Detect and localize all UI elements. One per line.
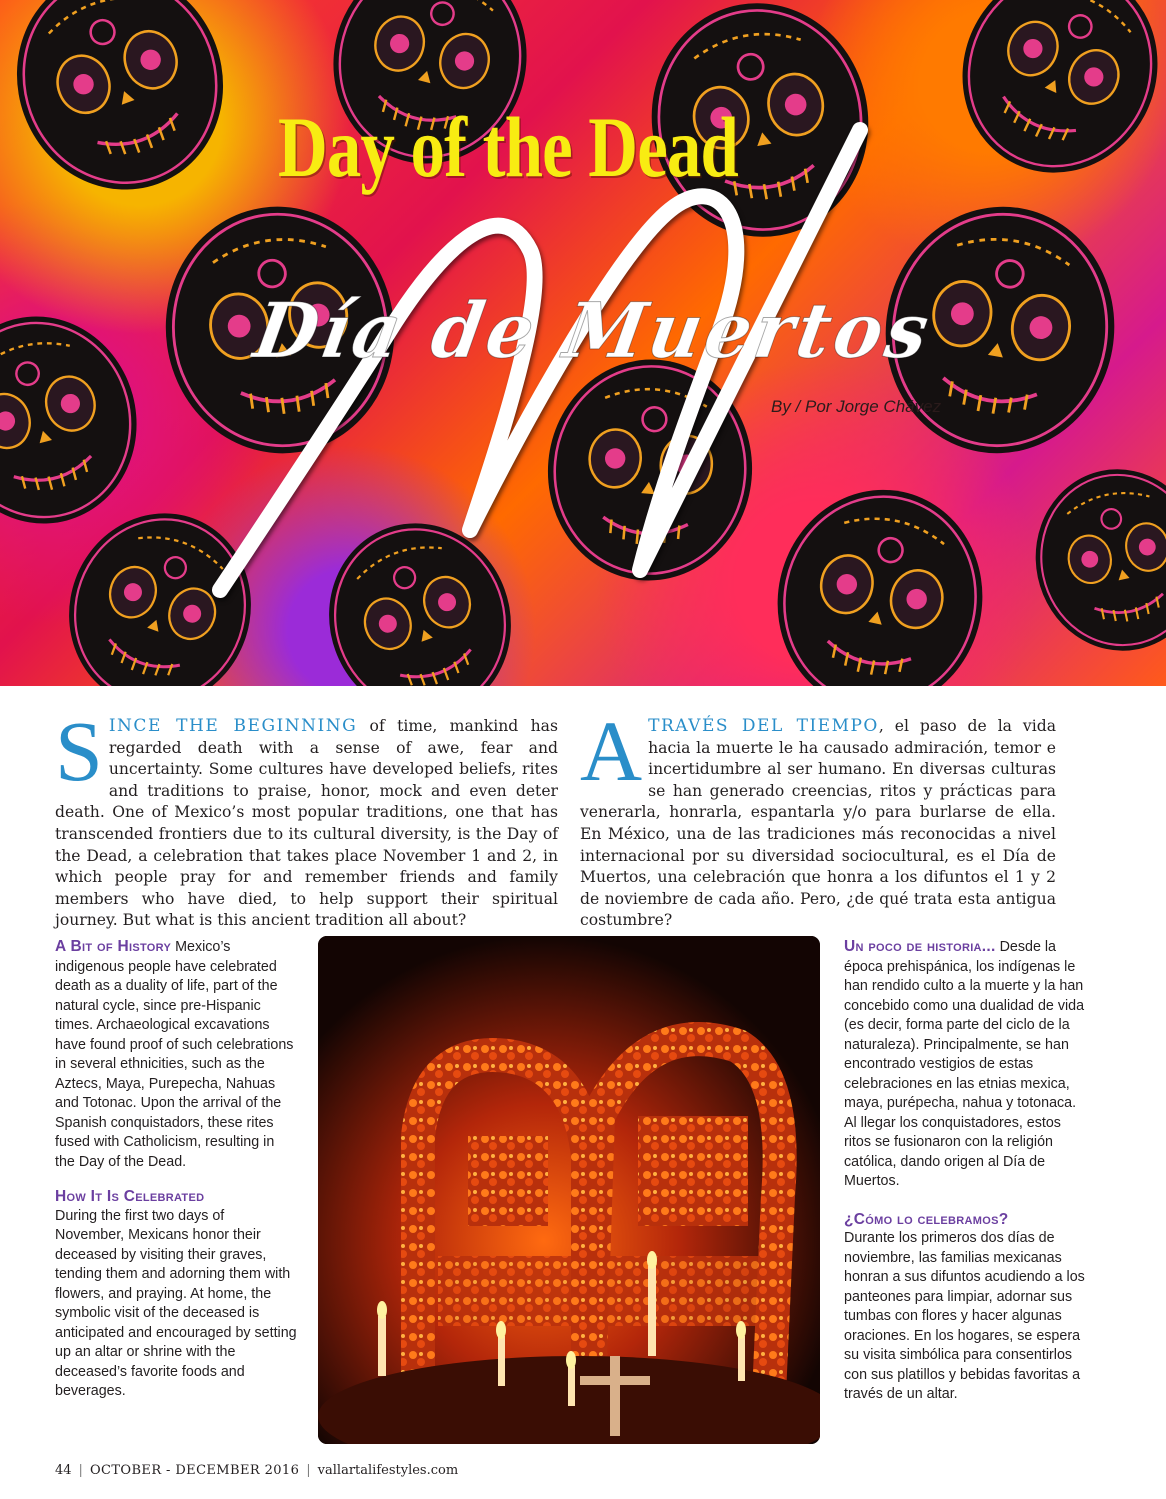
column-spanish xyxy=(844,937,1089,1423)
lead-in: INCE THE BEGINNING xyxy=(108,716,358,736)
paragraph-text: Mexico’s indigenous people have celebrated death as a duality of life, part of the natural cycle, since pre-Hispanic times. Archaeological excavations have found proof of such celebrations in several ethnicities, such as the Aztecs, Maya, Purepecha, Nahuas and Totonac. Upon the arrival of the Spanish conquistadors, these rites fused with Catholicism, resulting in the Day of the Dead. xyxy=(55,939,294,1170)
article-title: Day of the Dead xyxy=(278,99,738,195)
page-number: 44 xyxy=(55,1463,72,1478)
paragraph-text: During the first two days of November, Mexicans honor their deceased by visiting their graves, tending them and adorning them with flowers, and praying. At home, the symbolic visit of the deceased is anticipated and encouraged by setting up an altar or shrine with the deceased’s favorite foods and beverages. xyxy=(55,1207,297,1399)
section-heading: ¿Cómo lo celebramos? xyxy=(844,1210,1009,1228)
article-subtitle: Día de Muertos xyxy=(248,286,939,375)
altar-photo-illustration xyxy=(318,936,820,1444)
footer-separator: | xyxy=(78,1463,83,1478)
paragraph-text: Durante los primeros dos días de noviembre, las familias mexicanas honran a sus difuntos acudiendo a los panteones para limpiar, adornar sus tumbas con flores y hacer algunas oraciones. En los hogares, se espera su visita simbólica para consentirlos con sus platillos y bebidas favoritas a través de un altar. xyxy=(844,1230,1085,1402)
dropcap: S xyxy=(55,703,103,799)
column-english xyxy=(55,937,297,1420)
lead-in: TRAVÉS DEL TIEMPO xyxy=(648,716,879,736)
intro-english xyxy=(55,703,558,932)
celebrated-paragraph xyxy=(55,1187,297,1402)
section-heading: How It Is Celebrated xyxy=(55,1188,205,1205)
paragraph-text: Desde la época prehispánica, los indígenas le han rendido culto a la muerte y la han concebido como una dualidad de vida (es decir, forma parte del ciclo de la naturaleza). Principalmente, se han encontrado vestigios de estas celebraciones en las etnias mexica, maya, purépecha, nahua y totonaca. Al llegar los conquistadores, estos ritos se fusionaron con la religión católica, dando origen al Día de Muertos. xyxy=(844,939,1085,1189)
altar-photo xyxy=(318,936,820,1444)
section-heading: Un poco de historia... xyxy=(844,938,996,955)
section-heading: A Bit of History xyxy=(55,938,172,955)
footer-separator: | xyxy=(306,1463,311,1478)
hero-image xyxy=(0,0,1166,686)
issue-date: OCTOBER - DECEMBER 2016 xyxy=(89,1463,300,1478)
intro-text: of time, mankind has regarded death with a sense of awe, fear and uncertainty. Some cultures have developed beliefs, rites and traditions to praise, honor, mock and even deter death. One of Mexico’s most popular traditions, one that has transcended frontiers due to its cultural diversity, is the Day of the Dead, a celebration that takes place November 1 and 2, in which people pray for and remember friends and family members who have died, to help support their spiritual journey. But what is this ancient tradition all about? xyxy=(55,717,558,930)
intro-text: , el paso de la vida hacia la muerte le ha causado admiración, temor e incertidumbre al ser humano. En diversas culturas se han generado creencias, ritos y prácticas para venerarla, honrarla, espantarla y/o para burlarse de ella. En México, una de las tradiciones más reconocidas a nivel internacional por su diversidad sociocultural, es el Día de Muertos, una celebración que honra a los difuntos el 1 y 2 de noviembre de cada año. Pero, ¿de qué trata esta antigua costumbre? xyxy=(580,717,1056,930)
celebrated-paragraph xyxy=(844,1210,1089,1405)
page-footer xyxy=(55,1463,458,1478)
website-link[interactable]: vallartalifestyles.com xyxy=(317,1463,459,1478)
dropcap: A xyxy=(580,703,643,799)
intro-spanish xyxy=(580,703,1056,932)
byline: By / Por Jorge Chávez xyxy=(771,397,942,416)
history-paragraph xyxy=(844,937,1089,1192)
history-paragraph xyxy=(55,937,297,1172)
